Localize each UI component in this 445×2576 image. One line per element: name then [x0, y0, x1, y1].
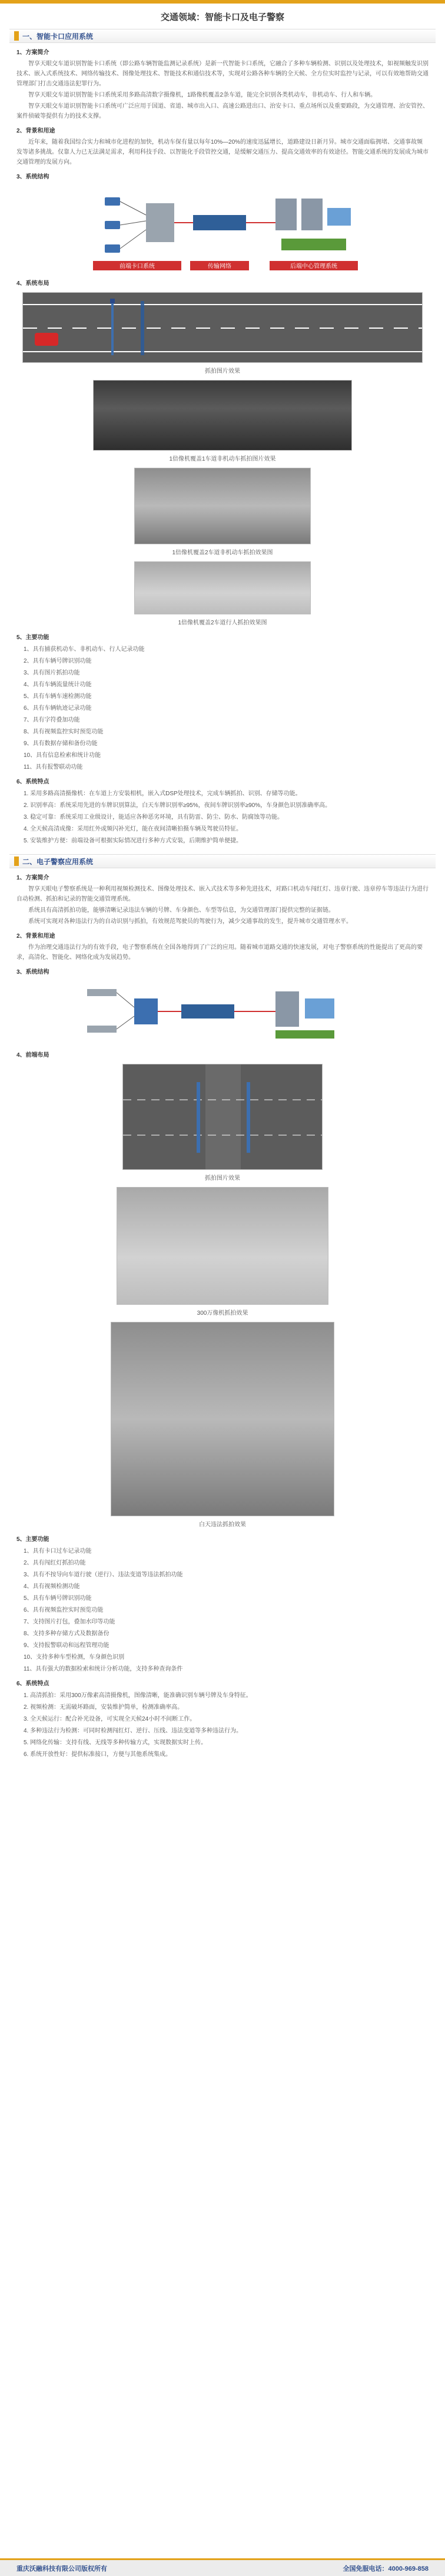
server-icon — [301, 199, 323, 230]
camera-icon — [105, 221, 120, 229]
architecture-svg — [81, 186, 364, 274]
section2-intersection-layout — [122, 1064, 323, 1170]
section1-layout-heading: 4、系统布局 — [16, 280, 49, 287]
camera-pole-icon — [197, 1082, 200, 1153]
intersection-svg — [123, 1064, 323, 1170]
section1-intro-heading: 1、方案简介 — [16, 49, 49, 56]
cabinet-icon — [134, 998, 158, 1024]
feature-item: 1. 采用多路高清摄像机：在车道上方安装相机，嵌入式DSP处理技术，完成车辆抓拍、识别、存储等功能。 — [24, 791, 301, 797]
network-switch-icon — [193, 215, 246, 230]
section2-fig1-caption: 抓拍图片效果 — [205, 1175, 240, 1182]
feature-item: 3. 稳定可靠：系统采用工业级设计，能适应各种恶劣环境，具有防雷、防尘、防水、防腐蚀等功能。 — [24, 814, 284, 821]
function-item: 4、具有视频检测功能 — [24, 1583, 80, 1590]
server-icon — [275, 991, 299, 1027]
section2-intro-heading: 1、方案简介 — [16, 875, 49, 881]
function-item: 10、具有信息检索和统计功能 — [24, 752, 101, 759]
section2-arch-heading: 3、系统结构 — [16, 969, 49, 975]
section1-intro-p3: 智享天眼交车道识别智能卡口系统可广泛应用于国道、省道、城市出入口、高速公路进出口、治安卡口、重点场所以及重要路段，为交通管理、治安管控、案件侦破等提供有力的技术支撑。 — [16, 103, 429, 120]
section2-func-heading: 5、主要功能 — [16, 1536, 49, 1543]
function-item: 3、具有图片抓拍功能 — [24, 670, 80, 676]
function-item: 6、具有车辆轨迹记录功能 — [24, 705, 92, 712]
function-item: 8、支持多种存储方式及数据备份 — [24, 1631, 109, 1637]
function-item: 4、具有车辆流量统计功能 — [24, 682, 92, 688]
section2-header — [9, 854, 436, 868]
section2-architecture-diagram — [81, 981, 364, 1046]
arch-label-backend: 后端中心管理系统 — [290, 263, 337, 270]
cabinet-icon — [146, 203, 174, 242]
monitor-icon — [327, 208, 351, 226]
function-item: 3、具有不按导向车道行驶（逆行）、违法变道等违法抓拍功能 — [24, 1572, 183, 1578]
section2-content — [0, 873, 445, 1760]
feature-item: 6. 系统开放性好：提供标准接口，方便与其他系统集成。 — [24, 1751, 172, 1758]
section1-photo-3 — [134, 561, 311, 614]
function-item: 11、具有报警联动功能 — [24, 764, 83, 771]
function-item: 5、具有车辆车速检测功能 — [24, 693, 92, 700]
section2-fig3-caption: 白天违法抓拍效果 — [199, 1522, 246, 1528]
section2-function-list — [16, 1546, 429, 1674]
feature-item: 4. 多种违法行为检测：可同时检测闯红灯、逆行、压线、违法变道等多种违法行为。 — [24, 1728, 243, 1734]
storage-icon — [281, 239, 346, 250]
section1-feature-list — [16, 789, 429, 846]
section2-title: 二、电子警察应用系统 — [22, 857, 94, 866]
page-footer — [0, 2558, 445, 2576]
function-item: 8、具有视频监控实时预览功能 — [24, 729, 104, 735]
feature-item: 5. 安装维护方便：前端设备可根据实际情况进行多种方式安装，后期维护简单便捷。 — [24, 838, 243, 844]
camera-pole-icon — [247, 1082, 250, 1153]
footer-company: 重庆沃融科技有限公司版权所有 — [16, 2565, 107, 2572]
section2-feature-list — [16, 1691, 429, 1760]
function-item: 7、具有字符叠加功能 — [24, 717, 80, 723]
storage-icon — [275, 1030, 334, 1039]
section1-header — [9, 29, 436, 43]
section2-bg-paragraph: 作为治理交通违法行为的有效手段，电子警察系统在全国各地得到了广泛的应用。随着城市道路交通的快速发展，对电子警察系统的性能提出了更高的要求，高清化、智能化、网络化成为发展趋势。 — [16, 944, 423, 961]
car-icon — [35, 333, 58, 346]
function-item: 7、支持图片打包，叠加水印等功能 — [24, 1619, 115, 1625]
section1-feat-heading: 6、系统特点 — [16, 779, 49, 785]
function-item: 2、具有车辆号牌识别功能 — [24, 658, 92, 664]
section1-title: 一、智能卡口应用系统 — [22, 32, 94, 41]
section2-layout-heading: 4、前端布局 — [16, 1052, 49, 1059]
architecture-diagram — [81, 186, 364, 274]
feature-item: 3. 全天候运行：配合补光设备，可实现全天候24小时不间断工作。 — [24, 1716, 196, 1722]
camera-pole-icon — [110, 299, 115, 303]
section2-photo-2 — [111, 1322, 334, 1516]
feature-item: 5. 网络化传输：支持有线、无线等多种传输方式，实现数据实时上传。 — [24, 1740, 207, 1746]
section1-intro-p2: 智享天眼交车道识别智能卡口系统采用多路高清数字摄像机，1路像机覆盖2条车道，能完全识别各类机动车，非机动车、行人和车辆。 — [28, 92, 377, 98]
section1-photo-1 — [93, 380, 352, 451]
page-title: 交通领域：智能卡口及电子警察 — [160, 12, 284, 22]
section1-bg-heading: 2、背景和用途 — [16, 128, 55, 134]
network-switch-icon — [181, 1004, 234, 1019]
section1-func-heading: 5、主要功能 — [16, 634, 49, 641]
function-item: 1、具有捕获机动车、非机动车、行人记录功能 — [24, 646, 145, 653]
function-item: 9、具有数据存储和备份功能 — [24, 740, 98, 747]
section2-fig2-caption: 300万像机抓拍效果 — [197, 1310, 248, 1317]
section-marker — [14, 31, 19, 41]
camera-icon — [105, 244, 120, 253]
section-marker — [14, 857, 19, 866]
arch-label-network: 传输网络 — [208, 263, 231, 270]
section2-architecture-svg — [81, 981, 364, 1046]
function-item: 5、具有车辆号牌识别功能 — [24, 1595, 92, 1602]
section2-intro-p3: 系统可实现对各种违法行为的自动识别与抓拍，有效规范驾驶员的驾驶行为，减少交通事故的发生，提升城市交通管理水平。 — [28, 918, 352, 925]
function-item: 11、具有强大的数据检索和统计分析功能，支持多种查询条件 — [24, 1666, 183, 1672]
section1-fig3-caption: 1倍像机覆盖2车道非机动车抓拍效果图 — [172, 550, 273, 556]
section1-content — [0, 48, 445, 846]
section1-fig1-caption: 抓拍图片效果 — [205, 368, 240, 375]
feature-item: 1. 高清抓拍：采用300万像素高清摄像机，图像清晰，能准确识别车辆号牌及车身特征。 — [24, 1692, 252, 1699]
footer-hotline: 全国免服电话：4000-969-858 — [343, 2565, 429, 2572]
arch-label-frontend: 前端卡口系统 — [119, 263, 155, 270]
server-icon — [275, 199, 297, 230]
section2-photo-1 — [117, 1187, 328, 1305]
function-item: 9、支持报警联动和远程管理功能 — [24, 1642, 109, 1649]
section1-fig2-caption: 1倍像机覆盖1车道非机动车抓拍图片效果 — [169, 456, 276, 462]
function-item: 1、具有卡口过车记录功能 — [24, 1548, 92, 1555]
function-item: 10、支持多种车型检测，车身颜色识别 — [24, 1654, 125, 1661]
section1-photo-2 — [134, 468, 311, 544]
section2-intro-p2: 系统具有高清抓拍功能，能够清晰记录违法车辆的号牌、车身颜色、车型等信息，为交通管理部门提供完整的证据链。 — [28, 907, 334, 914]
feature-item: 2. 识别率高：系统采用先进的车牌识别算法，白天车牌识别率≥95%，夜间车牌识别率≥90%，车身颜色识别准确率高。 — [24, 802, 331, 809]
section1-fig4-caption: 1倍像机覆盖2车道行人抓拍效果图 — [178, 620, 267, 626]
road-svg — [23, 293, 423, 363]
function-item: 6、具有视频监控实时预览功能 — [24, 1607, 104, 1613]
section1-road-layout — [22, 292, 423, 363]
section2-bg-heading: 2、背景和用途 — [16, 933, 55, 940]
feature-item: 4. 全天候高清成像：采用红外或频闪补光灯，能在夜间清晰拍摄车辆及驾驶员特征。 — [24, 826, 243, 832]
section1-arch-heading: 3、系统结构 — [16, 174, 49, 180]
function-item: 2、具有闯红灯抓拍功能 — [24, 1560, 86, 1566]
monitor-icon — [305, 998, 334, 1019]
section2-intro-p1: 智享天眼电子警察系统是一种利用视频检测技术、图像处理技术、嵌入式技术等多种先进技术，对路口机动车闯红灯、违章行驶、违章停车等违法行为进行自动检测、抓拍和记录的智能交通管理系统。 — [16, 886, 429, 902]
section2-feat-heading: 6、系统特点 — [16, 1681, 49, 1687]
feature-item: 2. 视频检测：无需破坏路面，安装维护简单，检测准确率高。 — [24, 1704, 184, 1711]
section1-bg-paragraph: 近年来，随着我国综合实力和城市化进程的加快，机动车保有量以每年10%—20%的速度迅猛增长，道路建设日新月异。城市交通面临拥堵、交通事故频发等诸多挑战。仅靠人力已无法满足需求，利用科技手段、以智能化手段管控交通，是缓解交通压力、提高交通效率的有效途径。智能交通系统的发展成为城市交通管理的发展方向。 — [16, 139, 429, 166]
section1-function-list — [16, 644, 429, 772]
section1-intro-p1: 智享天眼交车道识别智能卡口系统（即公路车辆智能监测记录系统）是新一代智能卡口系统，它融合了多种车辆检测、识别以及处理技术，如视频触发识别技术、嵌入式系统技术、网络传输技术、图像处理技术、智能技术和通信技术等，实现对公路各种车辆的全天候、全方位实时监控与记录，可以有效地帮助交通管理部门打击交通违法犯罪行为。 — [16, 61, 429, 87]
camera-icon — [105, 197, 120, 206]
